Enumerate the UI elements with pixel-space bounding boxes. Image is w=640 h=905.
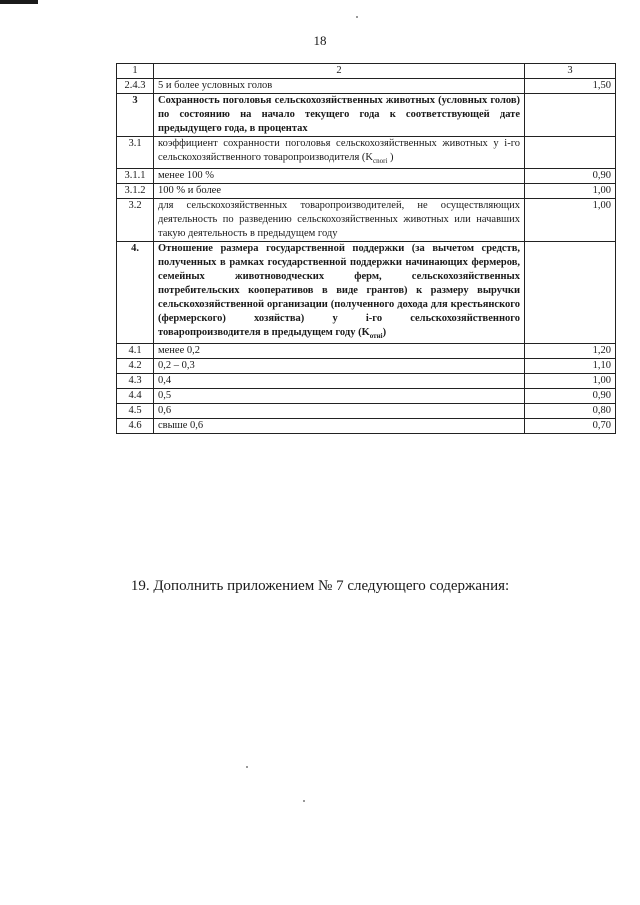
scan-dot (246, 766, 248, 768)
coefficients-table (116, 63, 616, 434)
table-row (117, 404, 616, 419)
row-text: для сельскохозяйственных товаропроизводителей, не осуществляющих деятельность по разведению сельскохозяйственных животных или начавших такую деятельность в предыдущем году (154, 199, 525, 242)
row-number: 4.5 (117, 404, 154, 419)
row-number: 4.3 (117, 374, 154, 389)
table-row (117, 137, 616, 169)
row-text: менее 100 % (154, 169, 525, 184)
row-text: 0,4 (154, 374, 525, 389)
scan-dot (303, 800, 305, 802)
table-row (117, 344, 616, 359)
row-text: 100 % и более (154, 184, 525, 199)
row-text-end: ) (382, 327, 387, 339)
row-text: 5 и более условных голов (154, 79, 525, 94)
row-value: 1,00 (525, 374, 616, 389)
row-number: 4.1 (117, 344, 154, 359)
row-text-main: Отношение размера государственной поддержки (за вычетом средств, полученных в рамках государственной поддержки начинающих фермеров, семейных животноводческих ферм, сельскохозяйственных потребительских кооперативов в виде грантов) к размеру выручки сельскохозяйственной организации (полученного дохода для крестьянского (фермерского) хозяйства) у i-го сельскохозяйственного товаропроизводителя в предыдущем году (K (158, 243, 520, 339)
table-row (117, 94, 616, 137)
row-number: 3 (117, 94, 154, 137)
row-text: 0,2 – 0,3 (154, 359, 525, 374)
row-value: 1,20 (525, 344, 616, 359)
row-value: 1,00 (525, 184, 616, 199)
row-number: 3.1.2 (117, 184, 154, 199)
table-row (117, 242, 616, 344)
row-value: 1,50 (525, 79, 616, 94)
row-text-subscript: cnori (373, 157, 388, 166)
row-value: 1,10 (525, 359, 616, 374)
append-instruction: 19. Дополнить приложением № 7 следующего содержания: (130, 578, 510, 594)
row-value: 0,90 (525, 169, 616, 184)
row-text (154, 242, 525, 344)
scan-corner-mark (0, 0, 38, 4)
row-text: свыше 0,6 (154, 419, 525, 434)
row-text-end: ) (387, 152, 394, 163)
row-text: Сохранность поголовья сельскохозяйственных животных (условных голов) по состоянию на начало текущего года к соответствующей дате предыдущего года, в процентах (154, 94, 525, 137)
row-text: менее 0,2 (154, 344, 525, 359)
row-value (525, 137, 616, 169)
table-row (117, 389, 616, 404)
scan-dot (356, 16, 358, 18)
row-value: 1,00 (525, 199, 616, 242)
row-number: 3.1.1 (117, 169, 154, 184)
row-number: 2.4.3 (117, 79, 154, 94)
header-col-3: 3 (525, 64, 616, 79)
table-row (117, 184, 616, 199)
row-number: 4.4 (117, 389, 154, 404)
row-text-subscript: отнi (369, 332, 383, 341)
header-col-2: 2 (154, 64, 525, 79)
row-value: 0,80 (525, 404, 616, 419)
row-text-main: коэффициент сохранности поголовья сельскохозяйственных животных у i-го сельскохозяйственного товаропроизводителя (K (158, 138, 520, 163)
table-row (117, 169, 616, 184)
page-number: 18 (313, 33, 327, 48)
row-text: 0,6 (154, 404, 525, 419)
row-value: 0,90 (525, 389, 616, 404)
header-col-1: 1 (117, 64, 154, 79)
table-row (117, 419, 616, 434)
row-number: 3.2 (117, 199, 154, 242)
table-header-row (117, 64, 616, 79)
row-number: 4. (117, 242, 154, 344)
row-value (525, 94, 616, 137)
row-text: 0,5 (154, 389, 525, 404)
table-row (117, 359, 616, 374)
table-row (117, 374, 616, 389)
row-number: 3.1 (117, 137, 154, 169)
table-row (117, 199, 616, 242)
row-number: 4.6 (117, 419, 154, 434)
table-row (117, 79, 616, 94)
row-text (154, 137, 525, 169)
row-value (525, 242, 616, 344)
row-value: 0,70 (525, 419, 616, 434)
row-number: 4.2 (117, 359, 154, 374)
